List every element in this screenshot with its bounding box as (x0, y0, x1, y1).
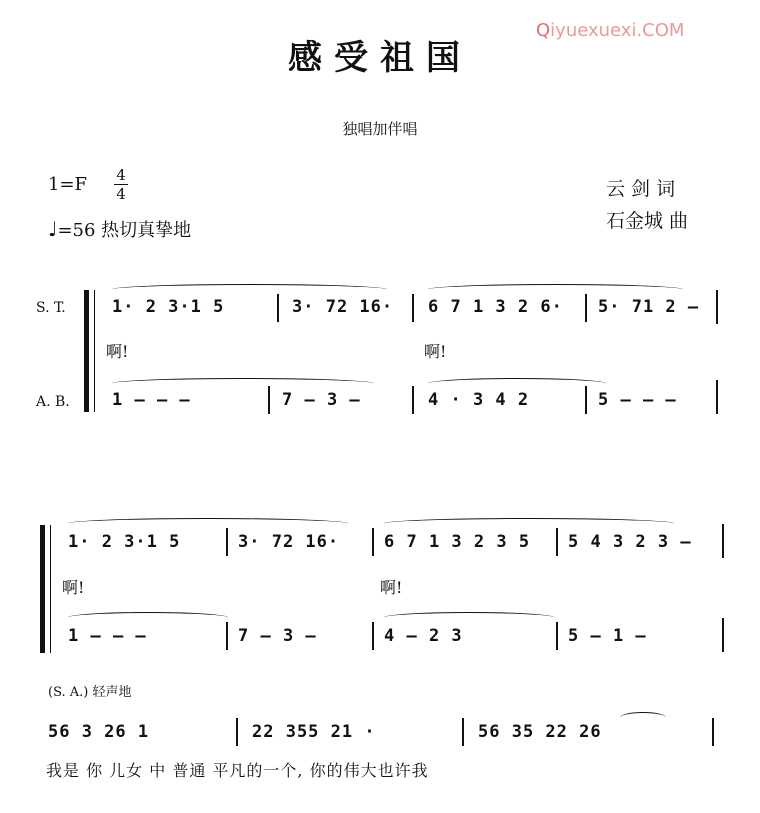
watermark (536, 20, 684, 41)
tempo-text: =56 热切真挚地 (57, 220, 192, 241)
phrase-slur (428, 284, 683, 295)
phrase-slur (384, 612, 554, 623)
barline (372, 622, 374, 650)
phrase-slur (68, 518, 348, 529)
composer-credit: 石金城 曲 (606, 210, 689, 232)
tie (620, 712, 666, 723)
part-label-ab: A. B. (36, 394, 70, 410)
barline (556, 528, 558, 556)
system-bracket (84, 290, 89, 412)
ab-measure-1: 1 – – – (112, 390, 191, 410)
phrase-slur (384, 518, 674, 529)
key-signature: 1=F (48, 174, 88, 195)
ab-measure-4: 5 – 1 – (568, 626, 647, 646)
barline (585, 386, 587, 414)
phrase-slur (112, 284, 387, 295)
barline (722, 618, 724, 652)
barline (716, 380, 718, 414)
watermark-logo-letter: Q (536, 20, 551, 41)
ab-measure-3: 4 – 2 3 (384, 626, 463, 646)
barline (716, 290, 718, 324)
barline (236, 718, 238, 746)
tempo-marking (48, 216, 191, 242)
lyric: 啊! (106, 342, 129, 361)
ab-measure-2: 7 – 3 – (282, 390, 361, 410)
st-measure-3: 6 7 1 3 2 6· (428, 297, 563, 317)
melody-measure-3: 56 35 22 26 (478, 722, 602, 742)
st-measure-1: 1· 2 3·1 5 (68, 532, 181, 552)
barline (585, 294, 587, 322)
melody-measure-2: 22 355 21 · (252, 722, 376, 742)
lyric: 啊! (380, 578, 403, 597)
melody-measure-1: 56 3 26 1 (48, 722, 150, 742)
barline (412, 294, 414, 322)
st-measure-2: 3· 72 16· (238, 532, 340, 552)
barline (712, 718, 714, 746)
watermark-text: iyuexuexi.COM (550, 20, 685, 41)
lyric-line: 我是 你 儿女 中 普通 平凡的一个, 你的伟大也许我 (46, 761, 429, 780)
st-measure-3: 6 7 1 3 2 3 5 (384, 532, 531, 552)
ab-measure-3: 4 · 3 4 2 (428, 390, 530, 410)
performance-direction: (S. A.) 轻声地 (48, 685, 132, 700)
system-bracket (40, 525, 45, 653)
st-measure-1: 1· 2 3·1 5 (112, 297, 225, 317)
ab-measure-4: 5 – – – (598, 390, 677, 410)
phrase-slur (428, 378, 606, 389)
lyric: 啊! (424, 342, 447, 361)
time-signature-top: 4 (116, 166, 126, 184)
song-title: 感受祖国 (288, 38, 472, 78)
lyricist-credit: 云 剑 词 (606, 178, 676, 200)
song-subtitle: 独唱加伴唱 (342, 120, 418, 138)
st-measure-2: 3· 72 16· (292, 297, 394, 317)
st-measure-4: 5 4 3 2 3 – (568, 532, 692, 552)
lyric: 啊! (62, 578, 85, 597)
system-line (50, 525, 51, 653)
barline (277, 294, 279, 322)
part-label-st: S. T. (36, 300, 66, 316)
time-signature-bottom: 4 (116, 185, 126, 203)
barline (462, 718, 464, 746)
barline (226, 528, 228, 556)
phrase-slur (112, 378, 374, 389)
barline (372, 528, 374, 556)
time-signature (114, 168, 128, 201)
phrase-slur (68, 612, 228, 623)
barline (722, 524, 724, 558)
barline (556, 622, 558, 650)
ab-measure-1: 1 – – – (68, 626, 147, 646)
ab-measure-2: 7 – 3 – (238, 626, 317, 646)
quarter-note-icon: ♩ (48, 217, 58, 241)
barline (412, 386, 414, 414)
barline (226, 622, 228, 650)
system-line (94, 290, 95, 412)
barline (268, 386, 270, 414)
st-measure-4: 5· 71 2 – (598, 297, 700, 317)
